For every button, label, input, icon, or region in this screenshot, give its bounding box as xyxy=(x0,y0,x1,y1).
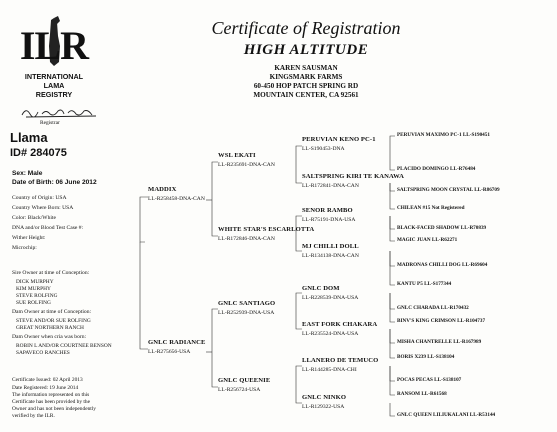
gen3-reg: LL-R228539-DNA-USA xyxy=(302,295,359,301)
gen4-entry: MADRONAS CHILLI DOG LL-R69604 xyxy=(397,262,488,268)
dam-name: GNLC RADIANCE xyxy=(148,339,206,346)
gen4-entry: PERUVIAN MAXIMO PC-1 LL-S190451 xyxy=(397,132,490,138)
gen3-name: GNLC DOM xyxy=(302,285,340,292)
dam-sire-reg: LL-R252939-DNA-USA xyxy=(218,310,275,316)
gen4-entry: RANSOM LL-R61568 xyxy=(397,391,447,397)
certificate-issued: Certificate Issued: 02 April 2013 xyxy=(12,377,83,383)
dam-owner-2: GREAT NORTHERN RANCH xyxy=(16,325,84,331)
species-label: Llama xyxy=(10,130,48,145)
gen3-reg: LL-R144285-DNA-CHI xyxy=(302,367,357,373)
owner-line-2: KINGSMARK FARMS xyxy=(269,73,343,81)
gen4-entry: BINV'S KING CRIMSON LL-R104737 xyxy=(397,318,486,324)
sire-dam-name: WHITE STAR'S ESCARLOTTA xyxy=(218,226,315,233)
gen3-reg: LL-R172841-DNA-CAN xyxy=(302,183,359,189)
disclaimer-line-4: Owner and has not been independently xyxy=(12,406,96,412)
dam-sire-name: GNLC SANTIAGO xyxy=(218,300,276,307)
owner-line-3: 60-450 HOP PATCH SPRING RD xyxy=(253,82,359,90)
dam-dam-name: GNLC QUEENIE xyxy=(218,377,271,384)
disclaimer-line-3: Certificate has been provided by the xyxy=(12,399,90,405)
dam-reg: LL-R275656-USA xyxy=(148,349,191,355)
owner-line-1: KAREN SAUSMAN xyxy=(274,64,338,72)
gen4-entry: PLACIDO DOMINGO LL-R76484 xyxy=(397,166,476,172)
gen3-reg: LL-R235524-DNA-USA xyxy=(302,331,359,337)
animal-id: ID# 284075 xyxy=(10,147,67,159)
disclaimer-line-5: verified by the ILR. xyxy=(12,413,55,419)
sire-owner-4: SUE ROLFING xyxy=(16,300,51,306)
registry-name-line-3: REGISTRY xyxy=(35,90,73,99)
dam-owner-label: Dam Owner at time of Conception: xyxy=(12,309,92,315)
disclaimer-line-1: Date Registered: 19 June 2014 xyxy=(12,385,79,391)
certificate-title: Certificate of Registration xyxy=(211,18,401,38)
dna-case-line: DNA and/or Blood Test Case #: xyxy=(12,225,84,231)
gen3-name: LLANERO DE TEMUCO xyxy=(302,357,379,364)
dam-dam-reg: LL-R256724-USA xyxy=(218,387,261,393)
registrar-signature-icon xyxy=(20,106,100,120)
gen3-name: EAST FORK CHAKARA xyxy=(302,321,378,328)
gen3-name: GNLC NINKO xyxy=(302,394,347,401)
registry-logo xyxy=(18,16,90,72)
color-line: Color: Black/White xyxy=(12,215,56,221)
owner-line-4: MOUNTAIN CENTER, CA 92561 xyxy=(253,91,359,99)
country-born: Country Where Born: USA xyxy=(12,205,74,211)
gen3-name: SALTSPRING KIRI TE KANAWA xyxy=(302,173,404,180)
wither-height-line: Wither Height: xyxy=(12,235,46,241)
registrar-label: Registrar xyxy=(40,120,60,126)
gen4-entry: POCAS PECAS LL-S138107 xyxy=(397,377,462,383)
gen4-entry: MAGIC JUAN LL-R62271 xyxy=(397,237,458,243)
dam-owner-cria-2: SAPAVECO RANCHES xyxy=(16,350,70,356)
gen4-entry: GNLC CHARADA LL-R170432 xyxy=(397,305,469,311)
gen4-entry: BORIS X239 LL-S138104 xyxy=(397,354,455,360)
gen4-entry: GNLC QUEEN LILIUKALANI LL-R53144 xyxy=(397,412,496,418)
gen4-entry: CHILEAN #15 Not Registered xyxy=(397,205,465,211)
gen3-name: PERUVIAN KENO PC-1 xyxy=(302,136,376,143)
sire-name: MADDIX xyxy=(148,186,177,193)
country-origin: Country of Origin: USA xyxy=(12,195,67,201)
registry-name-line-1: INTERNATIONAL xyxy=(24,72,84,81)
sire-sire-name: WSL EKATI xyxy=(218,152,256,159)
gen3-reg: LL-R75191-DNA-USA xyxy=(302,217,356,223)
gen4-entry: KANTU P5 LL-S177344 xyxy=(397,281,452,287)
dam-owner-cria-1: ROBIN L AND/OR COURTNEE BENSON xyxy=(16,343,112,349)
gen3-name: MJ CHILLI DOLL xyxy=(302,243,359,250)
gen3-reg: LL-S190453-DNA xyxy=(302,146,345,152)
sire-reg: LL-R258458-DNA-CAN xyxy=(148,196,205,202)
dam-owner-1: STEVE AND/OR SUE ROLFING xyxy=(16,318,91,324)
gen3-reg: LL-R134138-DNA-CAN xyxy=(302,253,359,259)
sex-line: Sex: Male xyxy=(12,170,43,177)
sire-owner-3: STEVE ROLFING xyxy=(16,293,58,299)
disclaimer-line-2: The information represented on this xyxy=(12,392,90,398)
sire-dam-reg: LL-R172846-DNA-CAN xyxy=(218,236,275,242)
animal-name: HIGH ALTITUDE xyxy=(243,42,369,58)
sire-sire-reg: LL-R235691-DNA-CAN xyxy=(218,162,275,168)
registry-name-line-2: LAMA xyxy=(43,81,65,90)
sire-owner-2: KIM MURPHY xyxy=(16,286,51,292)
gen3-name: SENOR RAMBO xyxy=(302,207,353,214)
dob-line: Date of Birth: 06 June 2012 xyxy=(12,179,97,186)
gen4-entry: MISHA CHANTRELLE LL-R167989 xyxy=(397,339,482,345)
gen3-reg: LL-R129322-USA xyxy=(302,404,345,410)
gen4-entry: BLACK-FACED SHADOW LL-R70839 xyxy=(397,225,487,231)
sire-owner-label: Sire Owner at time of Conception: xyxy=(12,270,90,276)
registry-logo-text: ILR xyxy=(19,23,89,68)
microchip-line: Microchip: xyxy=(12,245,37,251)
dam-owner-cria-label: Dam Owner when cria was born: xyxy=(12,334,87,340)
gen4-entry: SALTSPRING MOON CRYSTAL LL-R86709 xyxy=(397,187,500,193)
sire-owner-1: DICK MURPHY xyxy=(16,279,54,285)
